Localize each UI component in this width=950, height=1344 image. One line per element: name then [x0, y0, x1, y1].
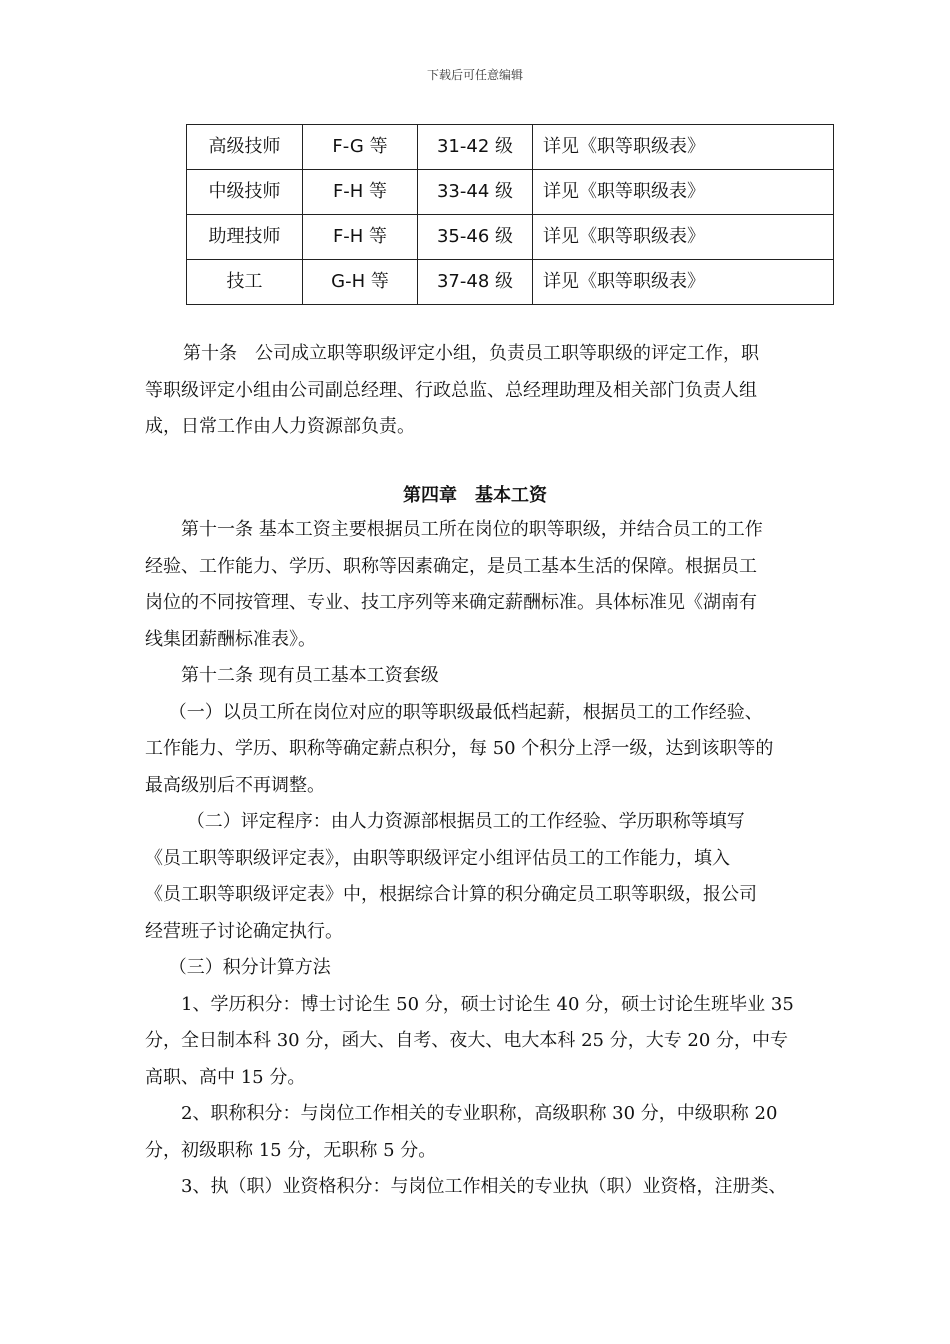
paragraph-line: 最高级别后不再调整。 — [145, 774, 325, 796]
paragraph-line: 《员工职等职级评定表》，由职等职级评定小组评估员工的工作能力，填入 — [145, 847, 730, 869]
grade-table — [186, 124, 834, 305]
table-cell-ref: 详见《职等职级表》 — [533, 260, 834, 305]
paragraph-line: 成，日常工作由人力资源部负责。 — [145, 416, 415, 437]
paragraph-line: （二）评定程序：由人力资源部根据员工的工作经验、学历职称等填写 — [145, 811, 745, 832]
paragraph-line: 第十二条 现有员工基本工资套级 — [145, 665, 439, 686]
table-cell-grade: F-H 等 — [303, 215, 418, 260]
table-cell-level: 31-42 级 — [418, 125, 533, 170]
paragraph-line: 线集团薪酬标准表》。 — [145, 628, 316, 650]
paragraph-line: （三）积分计算方法 — [145, 957, 331, 978]
paragraph-line: 2、职称积分：与岗位工作相关的专业职称，高级职称 30 分，中级职称 20 — [145, 1103, 778, 1124]
table-cell-title: 中级技师 — [187, 170, 303, 215]
header-note: 下载后可任意编辑 — [426, 68, 523, 82]
paragraph-line: 等职级评定小组由公司副总经理、行政总监、总经理助理及相关部门负责人组 — [145, 379, 757, 401]
table-cell-ref: 详见《职等职级表》 — [533, 215, 834, 260]
table-cell-title: 技工 — [187, 260, 303, 305]
paragraph-line: （一）以员工所在岗位对应的职等职级最低档起薪，根据员工的工作经验、 — [145, 701, 763, 723]
table-cell-grade: F-G 等 — [303, 125, 418, 170]
table-cell-grade: F-H 等 — [303, 170, 418, 215]
table-row — [187, 170, 834, 215]
paragraph-line: 工作能力、学历、职称等确定薪点积分，每 50 个积分上浮一级，达到该职等的 — [145, 738, 774, 759]
paragraph-line: 3、执（职）业资格积分：与岗位工作相关的专业执（职）业资格，注册类、 — [145, 1176, 787, 1197]
paragraph-line: 高职、高中 15 分。 — [145, 1066, 306, 1088]
article-10-continued — [145, 373, 825, 446]
paragraph-line: 分，初级职称 15 分，无职称 5 分。 — [145, 1139, 437, 1161]
paragraph-line: 1、学历积分：博士讨论生 50 分，硕士讨论生 40 分，硕士讨论生班毕业 35 — [145, 993, 794, 1015]
paragraph-line: 分，全日制本科 30 分，函大、自考、夜大、电大本科 25 分，大专 20 分，中专 — [145, 1030, 789, 1051]
table-cell-grade: G-H 等 — [303, 260, 418, 305]
table-cell-ref: 详见《职等职级表》 — [533, 125, 834, 170]
paragraph-line: 第十条 公司成立职等职级评定小组，负责员工职等职级的评定工作，职 — [183, 343, 759, 364]
table-cell-level: 33-44 级 — [418, 170, 533, 215]
paragraph-line: 《员工职等职级评定表》中，根据综合计算的积分确定员工职等职级，报公司 — [145, 884, 757, 905]
table-cell-title: 助理技师 — [187, 215, 303, 260]
table-row — [187, 215, 834, 260]
table-row — [187, 260, 834, 305]
table-cell-ref: 详见《职等职级表》 — [533, 170, 834, 215]
chapter-title: 第四章 基本工资 — [403, 485, 547, 506]
table-row — [187, 125, 834, 170]
paragraph-line: 第十一条 基本工资主要根据员工所在岗位的职等职级，并结合员工的工作 — [145, 519, 763, 540]
paragraph-line: 经营班子讨论确定执行。 — [145, 920, 343, 942]
paragraph-line: 经验、工作能力、学历、职称等因素确定，是员工基本生活的保障。根据员工 — [145, 555, 757, 577]
table-cell-level: 37-48 级 — [418, 260, 533, 305]
table-cell-level: 35-46 级 — [418, 215, 533, 260]
paragraph-line: 岗位的不同按管理、专业、技工序列等来确定薪酬标准。具体标准见《湖南有 — [145, 592, 757, 613]
table-cell-title: 高级技师 — [187, 125, 303, 170]
chapter-4-body — [145, 512, 825, 1206]
article-10 — [183, 336, 863, 373]
